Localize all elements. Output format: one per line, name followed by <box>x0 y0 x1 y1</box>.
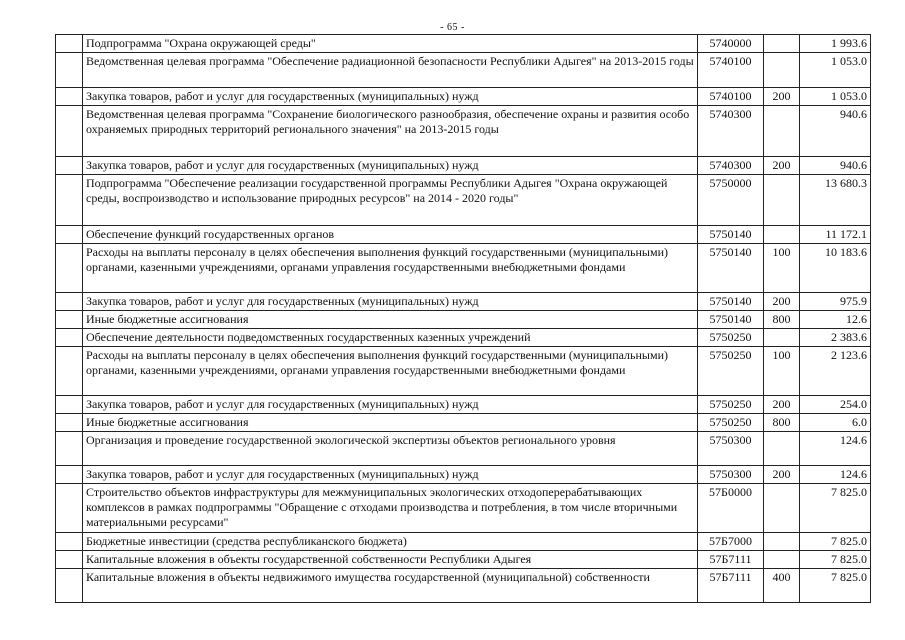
row-name: Организация и проведение государственной экологической экспертизы объектов регионального уровня <box>83 432 698 466</box>
blank-cell <box>56 35 83 53</box>
row-code: 5750250 <box>698 347 764 396</box>
row-code: 5750250 <box>698 414 764 432</box>
row-name: Обеспечение деятельности подведомственных государственных казенных учреждений <box>83 329 698 347</box>
row-type: 800 <box>764 414 800 432</box>
table-row <box>56 396 871 414</box>
row-code: 5750250 <box>698 396 764 414</box>
row-name: Обеспечение функций государственных органов <box>83 226 698 244</box>
row-code: 5750140 <box>698 244 764 293</box>
row-code: 5740000 <box>698 35 764 53</box>
row-name: Ведомственная целевая программа "Сохранение биологического разнообразия, обеспечение охраны и развития особо охраняемых природных территорий регионального значения" на 2013-2015 годы <box>83 106 698 157</box>
row-amount: 254.0 <box>800 396 871 414</box>
row-code: 5750140 <box>698 226 764 244</box>
budget-table <box>55 34 871 603</box>
row-code: 5750300 <box>698 466 764 484</box>
row-amount: 124.6 <box>800 466 871 484</box>
table-row <box>56 293 871 311</box>
blank-cell <box>56 157 83 175</box>
row-type <box>764 106 800 157</box>
row-type: 400 <box>764 569 800 603</box>
blank-cell <box>56 466 83 484</box>
blank-cell <box>56 347 83 396</box>
row-code: 5750250 <box>698 329 764 347</box>
row-type: 100 <box>764 347 800 396</box>
row-code: 5750300 <box>698 432 764 466</box>
row-amount: 7 825.0 <box>800 484 871 533</box>
page-number: - 65 - <box>440 22 465 33</box>
row-amount: 7 825.0 <box>800 533 871 551</box>
row-amount: 12.6 <box>800 311 871 329</box>
row-type <box>764 484 800 533</box>
blank-cell <box>56 533 83 551</box>
table-row <box>56 244 871 293</box>
table-row <box>56 466 871 484</box>
table-row <box>56 484 871 533</box>
blank-cell <box>56 106 83 157</box>
row-type <box>764 175 800 226</box>
row-code: 57Б7000 <box>698 533 764 551</box>
row-type: 100 <box>764 244 800 293</box>
row-amount: 1 993.6 <box>800 35 871 53</box>
row-code: 57Б7111 <box>698 569 764 603</box>
row-amount: 13 680.3 <box>800 175 871 226</box>
row-amount: 1 053.0 <box>800 88 871 106</box>
row-code: 5750000 <box>698 175 764 226</box>
row-amount: 124.6 <box>800 432 871 466</box>
table-row <box>56 226 871 244</box>
table-row <box>56 88 871 106</box>
row-code: 5750140 <box>698 293 764 311</box>
table-row <box>56 35 871 53</box>
row-type: 200 <box>764 157 800 175</box>
row-amount: 940.6 <box>800 106 871 157</box>
blank-cell <box>56 329 83 347</box>
blank-cell <box>56 551 83 569</box>
table-row <box>56 432 871 466</box>
row-amount: 1 053.0 <box>800 53 871 88</box>
row-name: Капитальные вложения в объекты недвижимого имущества государственной (муниципальной) собственности <box>83 569 698 603</box>
row-code: 5740300 <box>698 157 764 175</box>
blank-cell <box>56 569 83 603</box>
table-row <box>56 175 871 226</box>
row-amount: 940.6 <box>800 157 871 175</box>
row-name: Ведомственная целевая программа "Обеспечение радиационной безопасности Республики Адыгея" на 2013-2015 годы <box>83 53 698 88</box>
blank-cell <box>56 53 83 88</box>
row-name: Строительство объектов инфраструктуры для межмуниципальных экологических отходоперерабатывающих комплексов в рамках подпрограммы "Обращение с отходами производства и потребления, в том числе вторичными материальными ресурсами" <box>83 484 698 533</box>
row-type: 200 <box>764 466 800 484</box>
row-name: Капитальные вложения в объекты государственной собственности Республики Адыгея <box>83 551 698 569</box>
row-name: Закупка товаров, работ и услуг для государственных (муниципальных) нужд <box>83 396 698 414</box>
table-row <box>56 53 871 88</box>
row-amount: 2 123.6 <box>800 347 871 396</box>
row-type: 800 <box>764 311 800 329</box>
row-name: Иные бюджетные ассигнования <box>83 311 698 329</box>
table-row <box>56 551 871 569</box>
blank-cell <box>56 175 83 226</box>
row-type: 200 <box>764 396 800 414</box>
blank-cell <box>56 414 83 432</box>
row-code: 57Б0000 <box>698 484 764 533</box>
row-name: Закупка товаров, работ и услуг для государственных (муниципальных) нужд <box>83 466 698 484</box>
row-name: Подпрограмма "Обеспечение реализации государственной программы Республики Адыгея "Охрана окружающей среды, воспроизводство и использование природных ресурсов" на 2014 - 2020 годы" <box>83 175 698 226</box>
blank-cell <box>56 226 83 244</box>
row-code: 5750140 <box>698 311 764 329</box>
row-code: 5740100 <box>698 53 764 88</box>
row-amount: 2 383.6 <box>800 329 871 347</box>
row-type: 200 <box>764 293 800 311</box>
row-amount: 975.9 <box>800 293 871 311</box>
table-row <box>56 347 871 396</box>
row-name: Закупка товаров, работ и услуг для государственных (муниципальных) нужд <box>83 293 698 311</box>
row-name: Бюджетные инвестиции (средства республиканского бюджета) <box>83 533 698 551</box>
row-amount: 6.0 <box>800 414 871 432</box>
row-code: 57Б7111 <box>698 551 764 569</box>
blank-cell <box>56 311 83 329</box>
blank-cell <box>56 244 83 293</box>
row-code: 5740300 <box>698 106 764 157</box>
blank-cell <box>56 293 83 311</box>
row-name: Расходы на выплаты персоналу в целях обеспечения выполнения функций государственными (муниципальными) органами, казенными учреждениями, органами управления государственными внебюджетными фондами <box>83 244 698 293</box>
table-row <box>56 533 871 551</box>
row-amount: 7 825.0 <box>800 569 871 603</box>
row-type <box>764 551 800 569</box>
row-name: Расходы на выплаты персоналу в целях обеспечения выполнения функций государственными (муниципальными) органами, казенными учреждениями, органами управления государственными внебюджетными фондами <box>83 347 698 396</box>
row-type <box>764 35 800 53</box>
blank-cell <box>56 432 83 466</box>
row-type <box>764 53 800 88</box>
row-amount: 10 183.6 <box>800 244 871 293</box>
table-row <box>56 311 871 329</box>
blank-cell <box>56 484 83 533</box>
table-row <box>56 569 871 603</box>
table-row <box>56 106 871 157</box>
row-code: 5740100 <box>698 88 764 106</box>
table-row <box>56 329 871 347</box>
row-type <box>764 432 800 466</box>
row-type <box>764 226 800 244</box>
row-name: Закупка товаров, работ и услуг для государственных (муниципальных) нужд <box>83 88 698 106</box>
row-name: Закупка товаров, работ и услуг для государственных (муниципальных) нужд <box>83 157 698 175</box>
row-amount: 11 172.1 <box>800 226 871 244</box>
blank-cell <box>56 88 83 106</box>
row-type: 200 <box>764 88 800 106</box>
row-name: Иные бюджетные ассигнования <box>83 414 698 432</box>
row-name: Подпрограмма "Охрана окружающей среды" <box>83 35 698 53</box>
table-row <box>56 157 871 175</box>
table-row <box>56 414 871 432</box>
row-type <box>764 329 800 347</box>
row-amount: 7 825.0 <box>800 551 871 569</box>
row-type <box>764 533 800 551</box>
blank-cell <box>56 396 83 414</box>
